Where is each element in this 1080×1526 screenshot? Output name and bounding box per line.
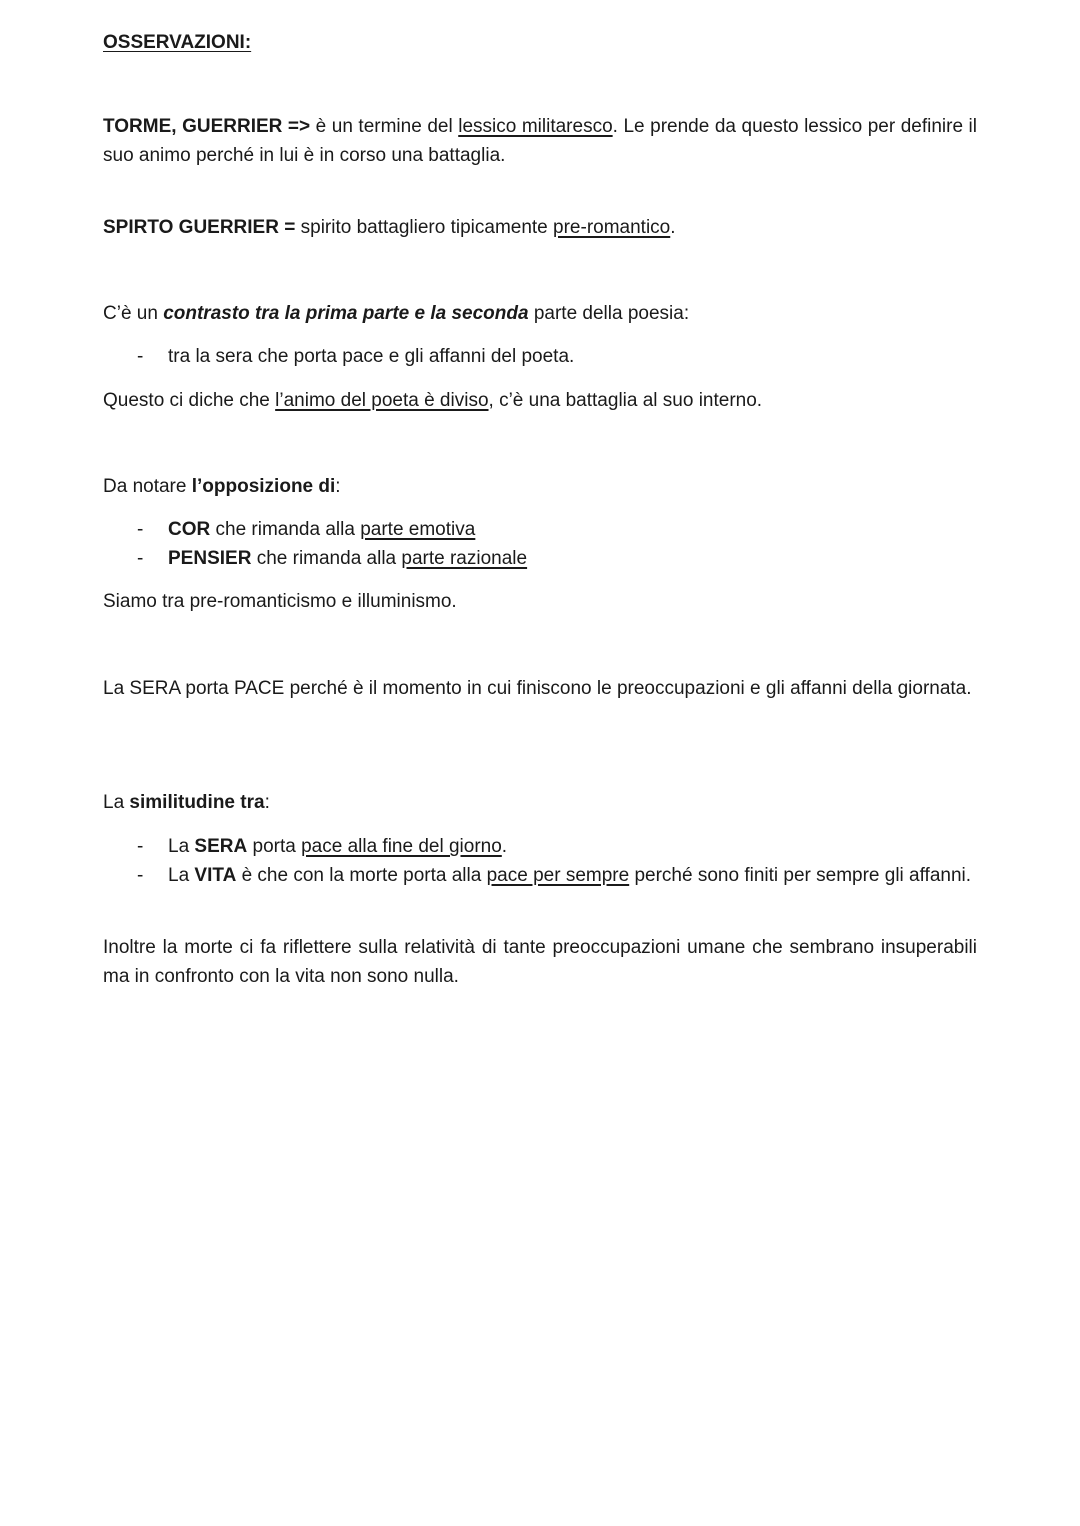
underlined-text: l’animo del poeta è diviso xyxy=(275,390,489,411)
list-item xyxy=(103,544,977,573)
bold-term: PENSIER xyxy=(168,548,252,569)
underlined-text: pace per sempre xyxy=(486,865,630,886)
text: . Le prende da questo lessico per definire il suo animo perché in lui è in corso una battaglia. xyxy=(103,116,977,166)
bold-term: TORME, GUERRIER => xyxy=(103,116,311,137)
text: La xyxy=(168,865,195,886)
text: che rimanda alla xyxy=(251,548,402,569)
list-item xyxy=(103,861,977,890)
underlined-text: lessico militaresco xyxy=(458,116,613,137)
text: . xyxy=(670,217,676,238)
text: La xyxy=(168,836,195,857)
text: è un termine del xyxy=(310,116,459,137)
text: parte della poesia: xyxy=(528,303,690,324)
underlined-text: pre-romantico xyxy=(553,217,671,238)
paragraph-animo-diviso xyxy=(103,386,977,415)
paragraph-similitudine xyxy=(103,788,977,817)
list-item xyxy=(103,832,977,861)
bold-term: l’opposizione di xyxy=(191,476,336,497)
text: Questo ci diche che xyxy=(103,390,276,411)
text: perché sono finiti per sempre gli affanni. xyxy=(629,865,972,886)
paragraph-sera-pace: La SERA porta PACE perché è il momento in cui finiscono le preoccupazioni e gli affanni della giornata. xyxy=(103,678,972,699)
text: C’è un xyxy=(103,303,164,324)
text: Da notare xyxy=(103,476,192,497)
paragraph-inoltre: Inoltre la morte ci fa riflettere sulla relatività di tante preoccupazioni umane che sembrano insuperabili ma in confronto con la vita non sono nulla. xyxy=(103,937,977,987)
bold-term: VITA xyxy=(194,865,237,886)
bold-italic-text: contrasto tra la prima parte e la seconda xyxy=(163,303,529,324)
text: spirito battagliero tipicamente xyxy=(295,217,554,238)
list-opposizione xyxy=(103,515,977,573)
underlined-text: parte emotiva xyxy=(360,519,476,540)
bold-term: SPIRTO GUERRIER = xyxy=(103,217,296,238)
paragraph-opposizione xyxy=(103,472,977,501)
bold-term: COR xyxy=(168,519,211,540)
bold-term: SERA xyxy=(194,836,248,857)
text: : xyxy=(264,792,270,813)
list-contrasto xyxy=(103,342,977,371)
list-similitudine xyxy=(103,832,977,890)
text: . xyxy=(501,836,508,857)
bold-term: similitudine tra xyxy=(129,792,265,813)
underlined-text: parte razionale xyxy=(401,548,528,569)
paragraph-torme-guerrier xyxy=(103,112,977,170)
paragraph-preromanticismo: Siamo tra pre-romanticismo e illuminismo. xyxy=(103,591,457,612)
text: : xyxy=(335,476,341,497)
text: è che con la morte porta alla xyxy=(236,865,487,886)
text: porta xyxy=(247,836,302,857)
list-item xyxy=(103,515,977,544)
list-item: - tra la sera che porta pace e gli affanni del poeta. xyxy=(103,342,977,371)
paragraph-spirto-guerrier xyxy=(103,213,977,242)
page-title: OSSERVAZIONI: xyxy=(103,32,252,53)
paragraph-contrasto xyxy=(103,299,977,328)
text: La xyxy=(103,792,130,813)
text: che rimanda alla xyxy=(210,519,361,540)
underlined-text: pace alla fine del giorno xyxy=(301,836,502,857)
text: , c’è una battaglia al suo interno. xyxy=(488,390,763,411)
